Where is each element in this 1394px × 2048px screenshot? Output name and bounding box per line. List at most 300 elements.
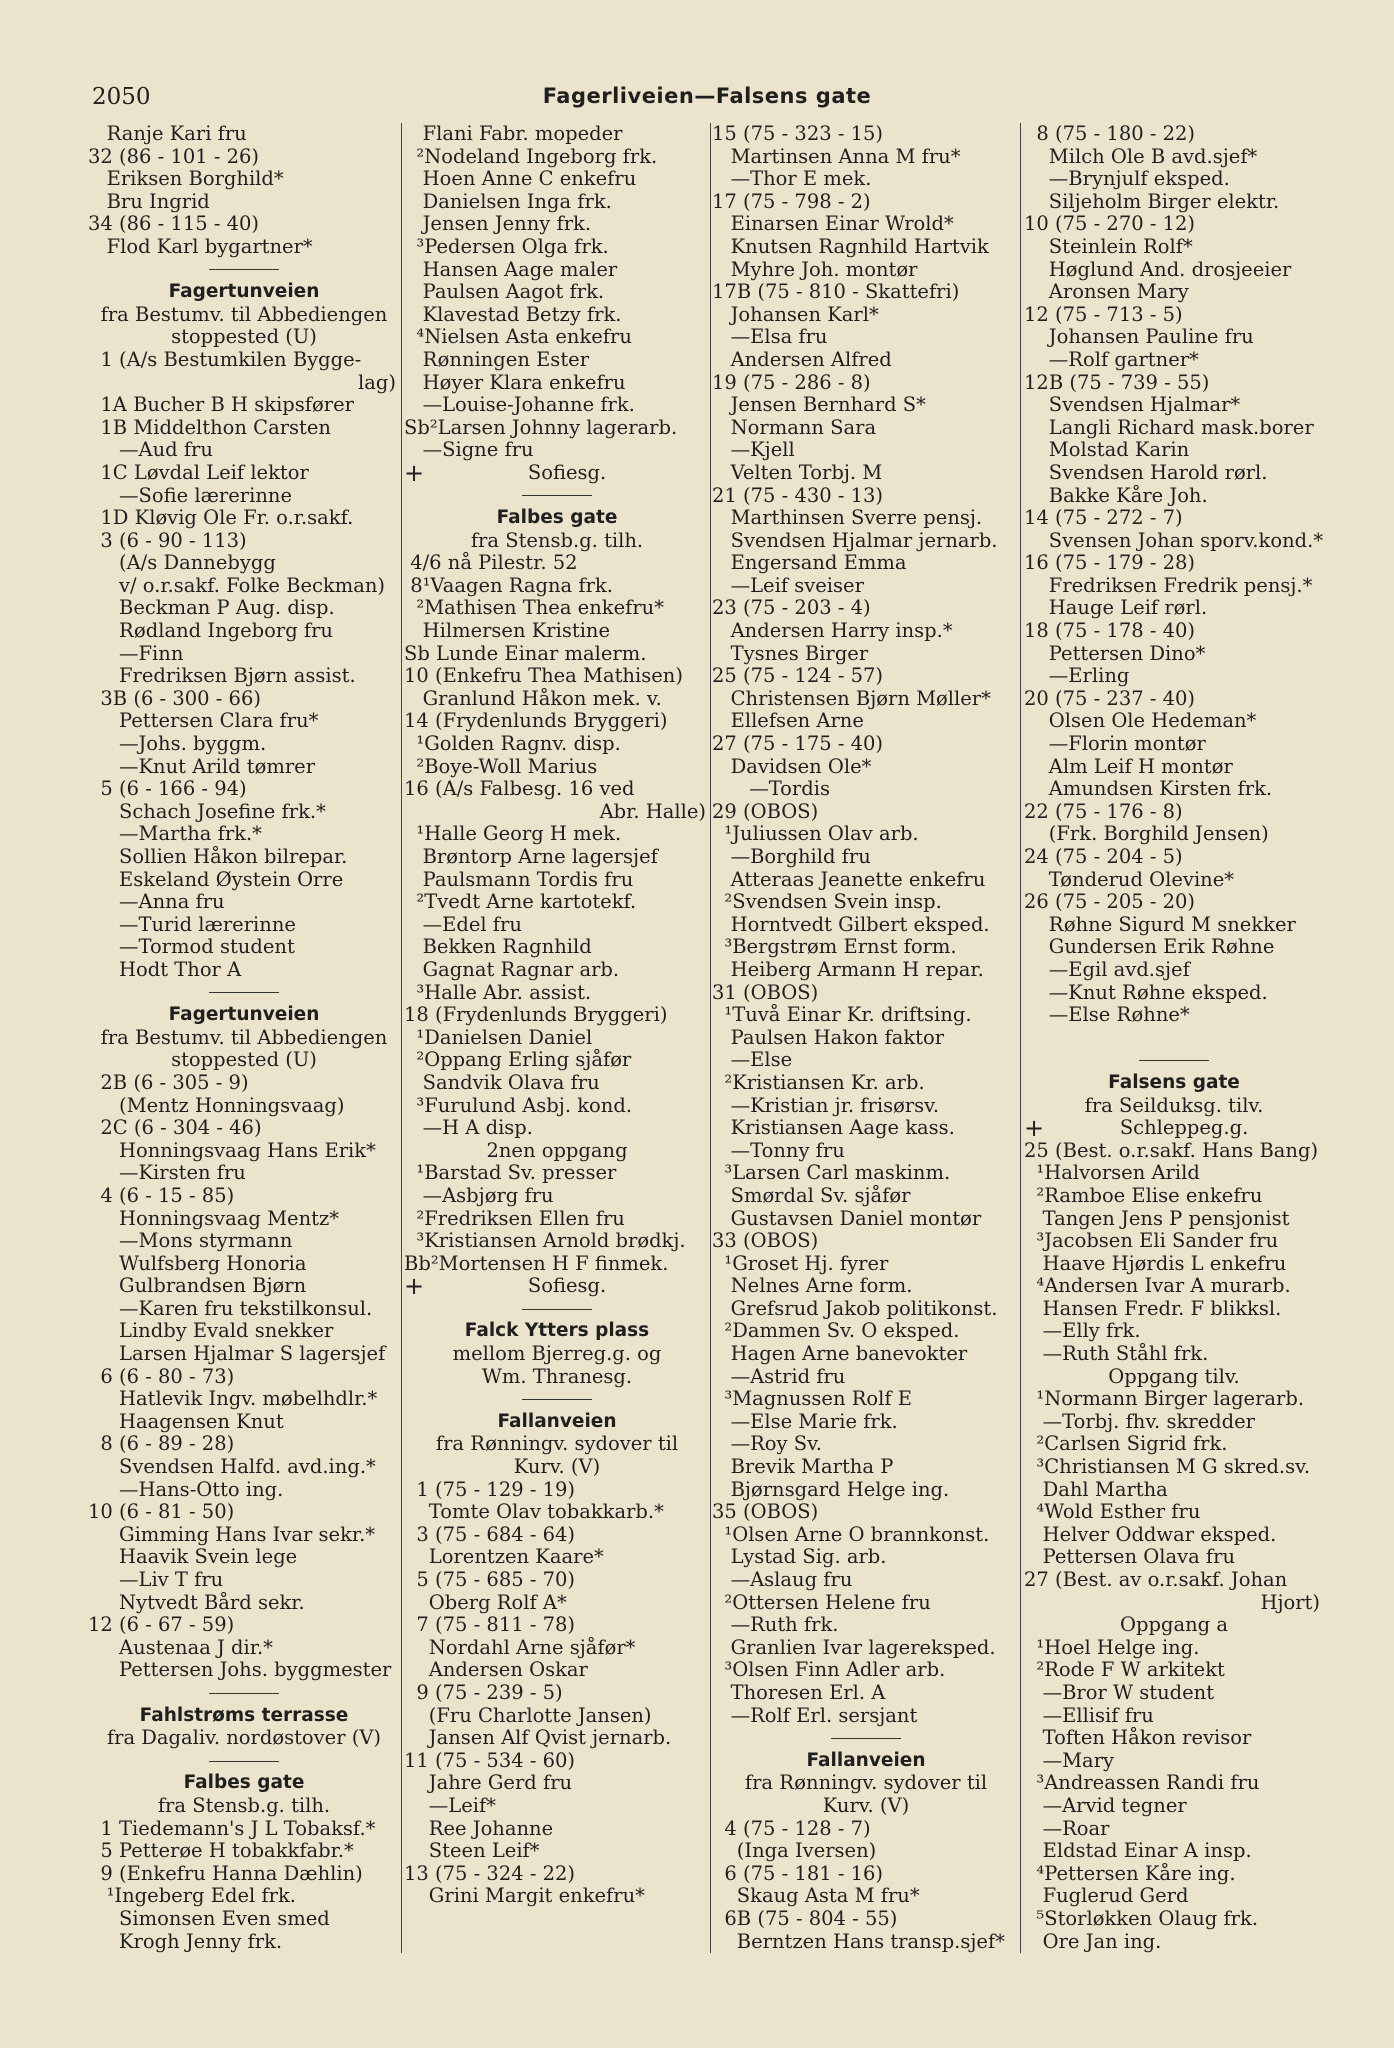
directory-entry: —Erling bbox=[1024, 665, 1130, 688]
directory-entry: Tysnes Birger bbox=[712, 642, 869, 665]
directory-entry: —Sofie lærerinne bbox=[88, 484, 292, 507]
directory-entry: 8¹Vaagen Ragna frk. bbox=[404, 574, 613, 597]
directory-entry: 26 (75 - 205 - 20) bbox=[1024, 891, 1196, 914]
directory-entry: ³Magnussen Rolf E bbox=[712, 1388, 913, 1411]
directory-entry: Atteraas Jeanette enkefru bbox=[712, 868, 986, 891]
directory-entry: —Borghild fru bbox=[712, 846, 871, 868]
directory-entry: Oberg Rolf A* bbox=[404, 1591, 567, 1614]
street-heading: Fallanveien bbox=[497, 1410, 617, 1432]
directory-entry: Velten Torbj. M bbox=[712, 461, 883, 484]
directory-entry: 16 (A/s Falbesg. 16 ved bbox=[404, 778, 635, 801]
directory-entry: Ree Johanne bbox=[404, 1817, 554, 1840]
directory-entry: Gimming Hans Ivar sekr.* bbox=[88, 1523, 376, 1546]
street-description: Oppgang a bbox=[1120, 1614, 1228, 1637]
directory-entry: —Arvid tegner bbox=[1024, 1794, 1187, 1817]
directory-entry: —Knut Røhne eksped. bbox=[1024, 981, 1268, 1004]
directory-entry: ³Bergstrøm Ernst form. bbox=[712, 936, 957, 959]
directory-entry: Jansen Alf Qvist jernarb. bbox=[404, 1727, 672, 1750]
directory-entry: Olsen Ole Hedeman* bbox=[1024, 710, 1257, 733]
street-heading: Fagertunveien bbox=[168, 1004, 320, 1026]
directory-entry: 34 (86 - 115 - 40) bbox=[88, 213, 260, 236]
directory-entry: Jensen Jenny frk. bbox=[404, 213, 592, 236]
section-divider bbox=[404, 1388, 710, 1411]
directory-entry: 10 (75 - 270 - 12) bbox=[1024, 213, 1196, 236]
directory-entry: Thoresen Erl. A bbox=[712, 1681, 886, 1704]
directory-entry: ²Svendsen Svein insp. bbox=[712, 891, 942, 914]
directory-entry: Amundsen Kirsten frk. bbox=[1024, 778, 1273, 801]
directory-entry: 3 (75 - 684 - 64) bbox=[404, 1523, 576, 1546]
street-description: fra Bestumv. til Abbediengen bbox=[100, 303, 388, 326]
directory-entry: ⁴Wold Esther fru bbox=[1024, 1501, 1201, 1524]
directory-entry: ³Halle Abr. assist. bbox=[404, 981, 592, 1004]
street-description: Wm. Thranesg. bbox=[481, 1365, 633, 1388]
directory-entry: —Anna fru bbox=[88, 891, 225, 914]
directory-entry: 18 (75 - 178 - 40) bbox=[1024, 620, 1196, 643]
directory-entry: Toften Håkon revisor bbox=[1024, 1727, 1252, 1750]
directory-entry: Johansen Pauline fru bbox=[1024, 326, 1254, 349]
cross-street-label: Sofiesg. bbox=[527, 1275, 607, 1298]
directory-entry: —Louise-Johanne frk. bbox=[404, 394, 635, 417]
directory-entry: —Asbjørg fru bbox=[404, 1184, 554, 1207]
directory-entry: 16 (75 - 179 - 28) bbox=[1024, 552, 1196, 575]
section-divider bbox=[88, 259, 400, 282]
directory-entry: Molstad Karin bbox=[1024, 439, 1190, 462]
directory-entry: Hilmersen Kristine bbox=[404, 620, 611, 643]
directory-entry: Kristiansen Aage kass. bbox=[712, 1117, 955, 1140]
directory-entry: Christensen Bjørn Møller* bbox=[712, 687, 991, 710]
directory-entry: (A/s Dannebygg bbox=[88, 552, 276, 575]
directory-entry: 8 (75 - 180 - 22) bbox=[1024, 123, 1196, 145]
directory-entry: 9 (75 - 239 - 5) bbox=[404, 1681, 563, 1704]
directory-entry: Steinlein Rolf* bbox=[1024, 235, 1193, 258]
directory-entry: Eskeland Øystein Orre bbox=[88, 868, 344, 891]
directory-entry: 20 (75 - 237 - 40) bbox=[1024, 687, 1196, 710]
cross-street-label: Sofiesg. bbox=[527, 461, 607, 484]
directory-entry: Helver Oddwar eksped. bbox=[1024, 1523, 1277, 1546]
directory-entry: ¹Groset Hj. fyrer bbox=[712, 1252, 889, 1275]
directory-entry: Grefsrud Jakob politikonst. bbox=[712, 1297, 998, 1320]
section-divider bbox=[404, 1298, 710, 1321]
directory-entry: Normann Sara bbox=[712, 416, 877, 439]
column-2 bbox=[404, 123, 710, 1953]
directory-entry: Paulsen Aagot frk. bbox=[404, 281, 605, 304]
directory-entry: —Egil avd.sjef bbox=[1024, 958, 1190, 981]
directory-entry: Honningsvaag Hans Erik* bbox=[88, 1139, 376, 1162]
directory-entry: Fredriksen Fredrik pensj.* bbox=[1024, 574, 1313, 597]
directory-entry: ⁵Storløkken Olaug frk. bbox=[1024, 1907, 1259, 1930]
directory-entry: 6 (75 - 181 - 16) bbox=[712, 1862, 884, 1885]
directory-entry: ¹Juliussen Olav arb. bbox=[712, 823, 919, 846]
directory-entry: 19 (75 - 286 - 8) bbox=[712, 371, 871, 394]
street-description: fra Bestumv. til Abbediengen bbox=[100, 1026, 388, 1049]
directory-entry: 13 (75 - 324 - 22) bbox=[404, 1862, 576, 1885]
directory-entry: Bekken Ragnhild bbox=[404, 936, 592, 959]
directory-entry: Sollien Håkon bilrepar. bbox=[88, 846, 348, 868]
directory-entry: Bakke Kåre Joh. bbox=[1024, 484, 1208, 507]
directory-entry: Hauge Leif rørl. bbox=[1024, 597, 1208, 620]
directory-entry: Svendsen Hjalmar jernarb. bbox=[712, 529, 998, 552]
directory-entry: Hoen Anne C enkefru bbox=[404, 168, 637, 191]
directory-entry: 17 (75 - 798 - 2) bbox=[712, 190, 871, 213]
directory-entry: 1 Tiedemann's J L Tobaksf.* bbox=[88, 1817, 376, 1840]
directory-entry: Granlund Håkon mek. v. bbox=[404, 687, 662, 710]
directory-entry: ¹Barstad Sv. presser bbox=[404, 1162, 617, 1185]
directory-entry: —Astrid fru bbox=[712, 1365, 846, 1388]
section-divider bbox=[88, 982, 400, 1005]
directory-entry: ²Nodeland Ingeborg frk. bbox=[404, 145, 658, 168]
page-header bbox=[92, 84, 1322, 114]
directory-entry: Bb²Mortensen H F finmek. bbox=[404, 1252, 669, 1275]
directory-entry: Larsen Hjalmar S lagersjef bbox=[88, 1343, 386, 1366]
directory-entry: Horntvedt Gilbert eksped. bbox=[712, 913, 990, 936]
directory-entry: ⁴Andersen Ivar A murarb. bbox=[1024, 1275, 1291, 1298]
directory-entry: 5 (6 - 166 - 94) bbox=[88, 778, 247, 801]
section-divider bbox=[1024, 1049, 1324, 1072]
directory-entry: ¹Danielsen Daniel bbox=[404, 1026, 593, 1049]
directory-entry: 10 (6 - 81 - 50) bbox=[88, 1501, 235, 1524]
directory-entry: Fredriksen Bjørn assist. bbox=[88, 665, 356, 688]
directory-entry: 27 (75 - 175 - 40) bbox=[712, 733, 884, 756]
directory-entry: Jahre Gerd fru bbox=[404, 1772, 573, 1795]
directory-entry: Brøntorp Arne lagersjef bbox=[404, 846, 658, 868]
directory-entry: ²Carlsen Sigrid frk. bbox=[1024, 1433, 1228, 1456]
directory-entry: Ore Jan ing. bbox=[1024, 1930, 1162, 1953]
directory-entry: Rønningen Ester bbox=[404, 348, 590, 371]
directory-entry: Eldstad Einar A insp. bbox=[1024, 1840, 1252, 1863]
directory-entry: ¹Olsen Arne O brannkonst. bbox=[712, 1523, 990, 1546]
directory-entry: 24 (75 - 204 - 5) bbox=[1024, 846, 1183, 868]
street-description: fra Seilduksg. tilv. bbox=[1084, 1094, 1264, 1117]
directory-entry: Lystad Sig. arb. bbox=[712, 1546, 887, 1569]
directory-entry: —Finn bbox=[88, 642, 184, 665]
directory-entry: —Ruth Ståhl frk. bbox=[1024, 1343, 1209, 1366]
directory-entry: 4 (6 - 15 - 85) bbox=[88, 1184, 235, 1207]
directory-entry: 2B (6 - 305 - 9) bbox=[88, 1071, 249, 1094]
directory-entry: Engersand Emma bbox=[712, 552, 907, 575]
directory-entry: 9 (Enkefru Hanna Dæhlin) bbox=[88, 1862, 363, 1885]
directory-entry: 2C (6 - 304 - 46) bbox=[88, 1117, 262, 1140]
directory-entry: (Frk. Borghild Jensen) bbox=[1024, 823, 1269, 846]
directory-entry: ¹Ingeberg Edel frk. bbox=[88, 1885, 296, 1908]
directory-entry: Skaug Asta M fru* bbox=[712, 1885, 920, 1908]
directory-entry: Gagnat Ragnar arb. bbox=[404, 958, 620, 981]
directory-entry: Tomte Olav tobakkarb.* bbox=[404, 1501, 664, 1524]
directory-entry: Einarsen Einar Wrold* bbox=[712, 213, 954, 236]
section-divider bbox=[88, 1682, 400, 1705]
directory-entry: ¹Normann Birger lagerarb. bbox=[1024, 1388, 1305, 1411]
directory-entry: —Elsa fru bbox=[712, 326, 828, 349]
directory-entry: Svendsen Harold rørl. bbox=[1024, 461, 1268, 484]
column-4 bbox=[1024, 123, 1324, 1953]
column-1 bbox=[88, 123, 400, 1953]
directory-entry: —Else Røhne* bbox=[1024, 1004, 1190, 1027]
directory-entry: —Rolf gartner* bbox=[1024, 348, 1199, 371]
directory-entry: ⁴Pettersen Kåre ing. bbox=[1024, 1862, 1236, 1885]
directory-entry: ¹Halle Georg H mek. bbox=[404, 823, 622, 846]
street-heading: Falbes gate bbox=[496, 507, 618, 529]
directory-entry: 29 (OBOS) bbox=[712, 800, 819, 823]
directory-entry: 21 (75 - 430 - 13) bbox=[712, 484, 884, 507]
directory-entry: Andersen Oskar bbox=[404, 1659, 588, 1682]
street-description: Oppgang tilv. bbox=[1108, 1365, 1240, 1388]
directory-entry: Fuglerud Gerd bbox=[1024, 1885, 1189, 1908]
directory-entry: ²Ramboe Elise enkefru bbox=[1024, 1184, 1263, 1207]
street-heading: Falbes gate bbox=[183, 1772, 305, 1794]
directory-entry: Pettersen Johs. byggmester bbox=[88, 1659, 392, 1682]
directory-entry: Grini Margit enkefru* bbox=[404, 1885, 645, 1908]
directory-entry: ²Tvedt Arne kartotekf. bbox=[404, 891, 637, 914]
directory-entry: Eriksen Borghild* bbox=[88, 168, 284, 191]
directory-entry: —Leif* bbox=[404, 1794, 496, 1817]
directory-entry: Sb Lunde Einar malerm. bbox=[404, 642, 647, 665]
directory-entry: Krogh Jenny frk. bbox=[88, 1930, 283, 1953]
directory-entry: ³Andreassen Randi fru bbox=[1024, 1772, 1260, 1795]
directory-entry: ⁴Nielsen Asta enkefru bbox=[404, 326, 632, 349]
street-description: stoppested (U) bbox=[171, 326, 317, 349]
directory-entry: 14 (75 - 272 - 7) bbox=[1024, 507, 1183, 530]
directory-entry: Ranje Kari fru bbox=[88, 123, 247, 145]
directory-entry: 7 (75 - 811 - 78) bbox=[404, 1614, 576, 1637]
directory-entry: Lindby Evald snekker bbox=[88, 1320, 334, 1343]
spacer bbox=[1024, 1027, 1324, 1050]
directory-entry: Bjørnsgard Helge ing. bbox=[712, 1478, 950, 1501]
directory-entry: Paulsen Hakon faktor bbox=[712, 1026, 945, 1049]
directory-entry: —Signe fru bbox=[404, 439, 534, 462]
street-heading: Fahlstrøms terrasse bbox=[139, 1704, 349, 1726]
directory-entry: Lorentzen Kaare* bbox=[404, 1546, 604, 1569]
directory-entry: Svensen Johan sporv.kond.* bbox=[1024, 529, 1324, 552]
directory-entry: 5 Petterøe H tobakkfabr.* bbox=[88, 1840, 354, 1863]
directory-entry: —Kirsten fru bbox=[88, 1162, 246, 1185]
directory-entry: —Roy Sv. bbox=[712, 1433, 822, 1456]
street-description: Kurv. (V) bbox=[513, 1456, 601, 1479]
street-description: stoppested (U) bbox=[171, 1049, 317, 1072]
directory-entry: ³Larsen Carl maskinm. bbox=[712, 1162, 951, 1185]
directory-entry: 33 (OBOS) bbox=[712, 1230, 819, 1253]
directory-entry: 27 (Best. av o.r.sakf. Johan bbox=[1024, 1569, 1288, 1591]
directory-entry: —Mons styrmann bbox=[88, 1230, 293, 1253]
directory-entry: Røhne Sigurd M snekker bbox=[1024, 913, 1296, 936]
directory-entry: —Thor E mek. bbox=[712, 168, 872, 191]
directory-entry: ²Mathisen Thea enkefru* bbox=[404, 597, 664, 620]
directory-entry: Wulfsberg Honoria bbox=[88, 1252, 307, 1275]
directory-entry: 25 (75 - 124 - 57) bbox=[712, 665, 884, 688]
directory-entry: Knutsen Ragnhild Hartvik bbox=[712, 235, 989, 258]
directory-entry: Høyer Klara enkefru bbox=[404, 371, 626, 394]
directory-entry: Flani Fabr. mopeder bbox=[404, 123, 623, 145]
directory-entry: Hatlevik Ingv. møbelhdlr.* bbox=[88, 1388, 378, 1411]
directory-entry: 1A Bucher B H skipsfører bbox=[88, 394, 354, 417]
street-heading: Fallanveien bbox=[806, 1749, 926, 1771]
directory-entry: Myhre Joh. montør bbox=[712, 258, 918, 281]
directory-entry: —Else Marie frk. bbox=[712, 1410, 898, 1433]
crossing-marker-icon: + bbox=[404, 1275, 425, 1298]
directory-entry: Bru Ingrid bbox=[88, 190, 210, 213]
directory-entry: —Else bbox=[712, 1049, 793, 1072]
directory-entry: —Mary bbox=[1024, 1749, 1115, 1772]
directory-entry: Brevik Martha P bbox=[712, 1456, 894, 1479]
directory-entry: (Fru Charlotte Jansen) bbox=[404, 1704, 652, 1727]
directory-entry: —Liv T fru bbox=[88, 1569, 224, 1591]
directory-entry: Davidsen Ole* bbox=[712, 755, 872, 778]
directory-entry: 14 (Frydenlunds Bryggeri) bbox=[404, 710, 668, 733]
continuation-line: Abr. Halle) bbox=[599, 800, 706, 823]
continuation-line: lag) bbox=[358, 371, 396, 394]
directory-entry: —Knut Arild tømrer bbox=[88, 755, 316, 778]
directory-entry: Granlien Ivar lagereksped. bbox=[712, 1636, 996, 1659]
directory-entry: 1 (75 - 129 - 19) bbox=[404, 1478, 576, 1501]
directory-entry: ³Olsen Finn Adler arb. bbox=[712, 1659, 946, 1682]
column-divider bbox=[1020, 123, 1021, 1953]
directory-entry: Pettersen Olava fru bbox=[1024, 1546, 1236, 1569]
directory-entry: Dahl Martha bbox=[1024, 1478, 1168, 1501]
directory-entry: ³Christiansen M G skred.sv. bbox=[1024, 1456, 1311, 1479]
directory-entry: Tangen Jens P pensjonist bbox=[1024, 1207, 1290, 1230]
directory-entry: —Martha frk.* bbox=[88, 823, 262, 846]
directory-entry: 1 (A/s Bestumkilen Bygge- bbox=[88, 348, 362, 371]
directory-entry: Klavestad Betzy frk. bbox=[404, 303, 622, 326]
directory-entry: ³Jacobsen Eli Sander fru bbox=[1024, 1230, 1279, 1253]
directory-entry: Andersen Harry insp.* bbox=[712, 620, 953, 643]
directory-entry: Pettersen Clara fru* bbox=[88, 710, 319, 733]
directory-entry: —Ellisif fru bbox=[1024, 1704, 1154, 1727]
directory-entry: Nytvedt Bård sekr. bbox=[88, 1591, 305, 1614]
directory-entry: 12 (75 - 713 - 5) bbox=[1024, 303, 1183, 326]
directory-entry: Smørdal Sv. sjåfør bbox=[712, 1184, 911, 1207]
directory-entry: Ellefsen Arne bbox=[712, 710, 864, 733]
directory-entry: —H A disp. bbox=[404, 1117, 533, 1140]
cross-street-line bbox=[404, 462, 710, 485]
directory-entry: Hodt Thor A bbox=[88, 958, 242, 981]
street-description: fra Stensb.g. tilh. bbox=[470, 529, 644, 552]
directory-entry: 35 (OBOS) bbox=[712, 1501, 819, 1524]
directory-entry: —Ruth frk. bbox=[712, 1614, 839, 1637]
directory-entry: —Kristian jr. frisørsv. bbox=[712, 1094, 940, 1117]
continuation-line: Hjort) bbox=[1260, 1591, 1320, 1614]
directory-entry: 4/6 nå Pilestr. 52 bbox=[404, 552, 578, 575]
directory-entry: —Aud fru bbox=[88, 439, 213, 462]
directory-entry: Sandvik Olava fru bbox=[404, 1071, 600, 1094]
directory-entry: 4 (75 - 128 - 7) bbox=[712, 1817, 871, 1840]
directory-entry: 22 (75 - 176 - 8) bbox=[1024, 800, 1183, 823]
street-description: fra Dagaliv. nordøstover (V) bbox=[106, 1727, 382, 1750]
directory-entry: Rødland Ingeborg fru bbox=[88, 620, 333, 643]
page-title: Fagerliveien—Falsens gate bbox=[542, 84, 872, 108]
directory-entry: 11 (75 - 534 - 60) bbox=[404, 1749, 576, 1772]
directory-entry: Gulbrandsen Bjørn bbox=[88, 1275, 307, 1298]
directory-entry: 17B (75 - 810 - Skattefri) bbox=[712, 281, 960, 304]
section-divider bbox=[404, 485, 710, 508]
directory-entry: 23 (75 - 203 - 4) bbox=[712, 597, 871, 620]
directory-entry: 3B (6 - 300 - 66) bbox=[88, 687, 261, 710]
column-3 bbox=[712, 123, 1020, 1953]
directory-entry: 6 (6 - 80 - 73) bbox=[88, 1365, 235, 1388]
directory-entry: Martinsen Anna M fru* bbox=[712, 145, 961, 168]
street-heading: Falck Ytters plass bbox=[464, 1320, 650, 1342]
directory-entry: —Brynjulf eksped. bbox=[1024, 168, 1230, 191]
directory-entry: 5 (75 - 685 - 70) bbox=[404, 1569, 576, 1591]
directory-entry: —Elly frk. bbox=[1024, 1320, 1141, 1343]
directory-entry: —Karen fru tekstilkonsul. bbox=[88, 1297, 373, 1320]
crossing-marker-icon: + bbox=[1024, 1117, 1045, 1140]
street-description: Kurv. (V) bbox=[822, 1794, 910, 1817]
directory-entry: Haave Hjørdis L enkefru bbox=[1024, 1252, 1287, 1275]
directory-entry: Berntzen Hans transp.sjef* bbox=[712, 1930, 1005, 1953]
directory-entry: 12B (75 - 739 - 55) bbox=[1024, 371, 1210, 394]
directory-entry: 31 (OBOS) bbox=[712, 981, 819, 1004]
directory-entry: Tønderud Olevine* bbox=[1024, 868, 1235, 891]
directory-entry: Pettersen Dino* bbox=[1024, 642, 1206, 665]
directory-entry: Johansen Karl* bbox=[712, 303, 879, 326]
directory-entry: —Hans-Otto ing. bbox=[88, 1478, 284, 1501]
directory-entry: ²Rode F W arkitekt bbox=[1024, 1659, 1225, 1682]
street-description: mellom Bjerreg.g. og bbox=[452, 1343, 662, 1366]
directory-entry: ³Furulund Asbj. kond. bbox=[404, 1094, 633, 1117]
directory-entry: ¹Tuvå Einar Kr. driftsing. bbox=[712, 1004, 972, 1027]
directory-entry: Sb²Larsen Johnny lagerarb. bbox=[404, 416, 678, 439]
directory-entry: —Kjell bbox=[712, 439, 795, 462]
directory-entry: Austenaa J dir.* bbox=[88, 1636, 273, 1659]
directory-entry: 12 (6 - 67 - 59) bbox=[88, 1614, 235, 1637]
section-divider bbox=[88, 1750, 400, 1773]
directory-entry: Gundersen Erik Røhne bbox=[1024, 936, 1275, 959]
directory-entry: Andersen Alfred bbox=[712, 348, 892, 371]
directory-entry: 3 (6 - 90 - 113) bbox=[88, 529, 247, 552]
directory-entry: Siljeholm Birger elektr. bbox=[1024, 190, 1280, 213]
directory-entry: —Tormod student bbox=[88, 936, 295, 959]
directory-entry: ²Ottersen Helene fru bbox=[712, 1591, 931, 1614]
directory-entry: Beckman P Aug. disp. bbox=[88, 597, 335, 620]
column-divider bbox=[401, 123, 402, 1953]
directory-entry: Danielsen Inga frk. bbox=[404, 190, 612, 213]
street-description: fra Rønningv. sydover til bbox=[744, 1772, 988, 1795]
directory-entry: ¹Halvorsen Arild bbox=[1024, 1162, 1200, 1185]
directory-entry: Aronsen Mary bbox=[1024, 281, 1189, 304]
directory-entry: ²Boye-Woll Marius bbox=[404, 755, 598, 778]
directory-entry: —Tordis bbox=[712, 778, 830, 801]
directory-entry: 6B (75 - 804 - 55) bbox=[712, 1907, 898, 1930]
directory-entry: ²Kristiansen Kr. arb. bbox=[712, 1071, 925, 1094]
directory-entry: Svendsen Halfd. avd.ing.* bbox=[88, 1456, 376, 1479]
directory-entry: 10 (Enkefru Thea Mathisen) bbox=[404, 665, 683, 688]
directory-entry: ³Kristiansen Arnold brødkj. bbox=[404, 1230, 686, 1253]
page-number: 2050 bbox=[92, 84, 151, 110]
street-description: fra Rønningv. sydover til bbox=[435, 1433, 679, 1456]
directory-entry: Høglund And. drosjeeier bbox=[1024, 258, 1292, 281]
directory-entry: Alm Leif H montør bbox=[1024, 755, 1233, 778]
directory-entry: Haavik Svein lege bbox=[88, 1546, 298, 1569]
directory-entry: ¹Golden Ragnv. disp. bbox=[404, 733, 621, 756]
directory-entry: 1D Kløvig Ole Fr. o.r.sakf. bbox=[88, 507, 354, 530]
crossing-marker-icon: + bbox=[404, 461, 425, 485]
directory-entry: Schach Josefine frk.* bbox=[88, 800, 326, 823]
directory-entry: 32 (86 - 101 - 26) bbox=[88, 145, 260, 168]
directory-entry: —Rolf Erl. sersjant bbox=[712, 1704, 918, 1727]
directory-entry: Haagensen Knut bbox=[88, 1410, 284, 1433]
street-description: fra Stensb.g. tilh. bbox=[157, 1794, 331, 1817]
cross-street-line bbox=[404, 1275, 710, 1298]
directory-entry: Honningsvaag Mentz* bbox=[88, 1207, 340, 1230]
directory-entry: Nelnes Arne form. bbox=[712, 1275, 913, 1298]
directory-entry: 1B Middelthon Carsten bbox=[88, 416, 331, 439]
directory-entry: —Roar bbox=[1024, 1817, 1110, 1840]
directory-entry: 15 (75 - 323 - 15) bbox=[712, 123, 884, 145]
street-heading: Falsens gate bbox=[1108, 1071, 1240, 1093]
directory-entry: ²Dammen Sv. O eksped. bbox=[712, 1320, 960, 1343]
directory-entry: ³Pedersen Olga frk. bbox=[404, 235, 609, 258]
directory-entry: Svendsen Hjalmar* bbox=[1024, 394, 1241, 417]
directory-entry: v/ o.r.sakf. Folke Beckman) bbox=[88, 574, 386, 597]
